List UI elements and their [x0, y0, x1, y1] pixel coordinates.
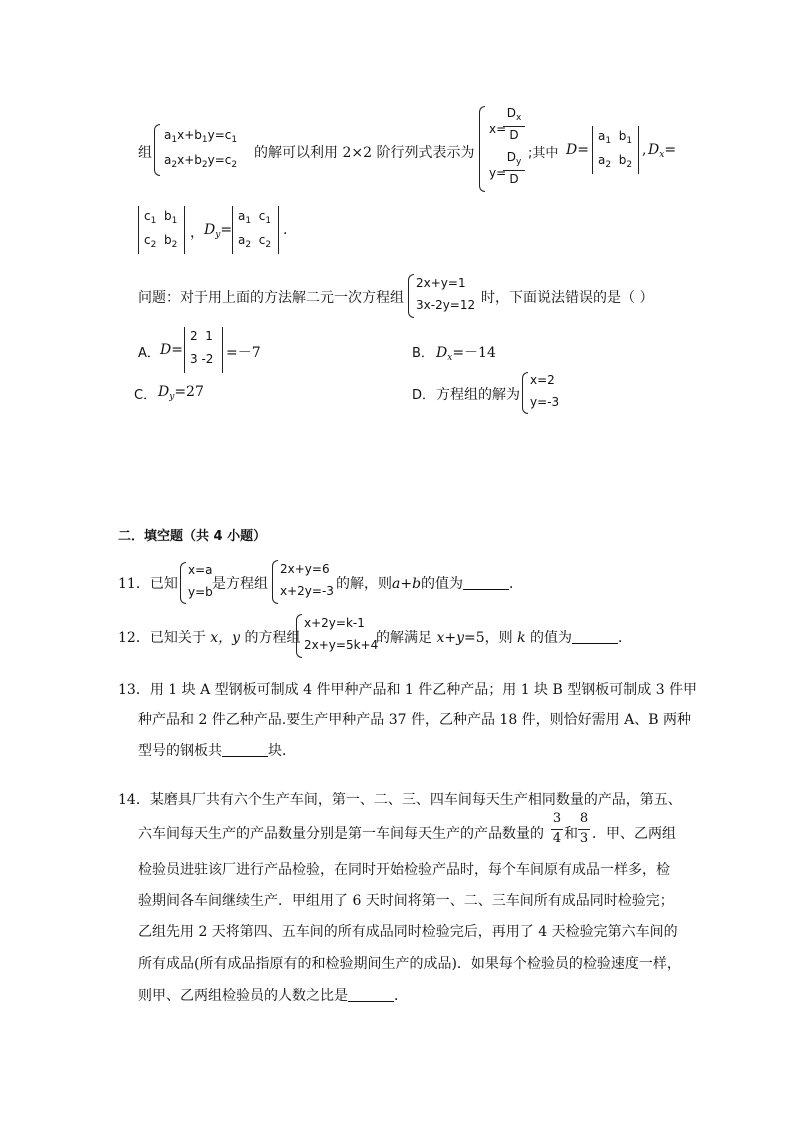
- det-bar: [592, 126, 593, 174]
- question-prefix: 问题：对于用上面的方法解二元一次方程组: [138, 290, 404, 306]
- general-eq1: $a_1x+b_1y=c_1$: [164, 128, 238, 145]
- option-A-D: D=: [160, 342, 183, 358]
- question-system: [408, 272, 488, 320]
- q14-he: 和: [564, 826, 578, 842]
- intro-comma: ,: [642, 142, 647, 158]
- q14-frac2-den: 3: [579, 831, 589, 846]
- D-row2: $a_2$ $b_2$: [598, 153, 633, 170]
- option-D-text: 方程组的解为: [436, 387, 520, 403]
- brace-icon: [154, 124, 160, 176]
- q14-line2b: ．甲、乙两组: [592, 826, 676, 842]
- option-A-matrix: [182, 325, 226, 375]
- intro-Dy-label: $D_y=$: [204, 222, 233, 240]
- q12-system: [296, 612, 382, 660]
- frac-dy-den: D: [509, 172, 519, 186]
- q14-line7: 则甲、乙两组检验员的人数之比是 ．: [138, 988, 408, 1004]
- intro-text: 的解可以利用 2×2 阶行列式表示为: [254, 145, 475, 161]
- det-bar: [184, 327, 185, 373]
- frac-dx-den: D: [509, 128, 519, 142]
- intro-period: .: [283, 222, 288, 238]
- option-B-text: $D_x=-14$: [436, 345, 496, 363]
- det-bar: [184, 206, 185, 254]
- brace-icon: [272, 560, 278, 604]
- frac-line: [503, 170, 525, 171]
- q12-suffix: 的解满足 x+y=5，则 k 的值为 ．: [376, 630, 633, 646]
- Dx-row1: $c_1$ $b_1$: [144, 209, 178, 226]
- option-D-system: [522, 370, 572, 416]
- general-eq2: $a_2x+b_2y=c_2$: [164, 153, 238, 170]
- option-C-label: C．: [134, 388, 157, 403]
- q14-frac1-line: [551, 829, 563, 830]
- option-A-value: =－7: [226, 345, 261, 361]
- q11-prefix: 11．已知: [118, 576, 178, 592]
- sol-y-label: y=: [489, 166, 507, 180]
- q14-line2a: 六车间每天生产的产品数量分别是第一车间每天生产的产品数量的: [138, 826, 544, 842]
- question-eq2: 3x-2y=12: [416, 298, 476, 312]
- q14-line1: 14．某磨具厂共有六个生产车间，第一、二、三、四车间每天生产相同数量的产品，第五、: [118, 792, 682, 808]
- det-bar: [638, 126, 639, 174]
- Dx-matrix: [136, 204, 188, 256]
- Dy-matrix: [230, 204, 282, 256]
- question-eq1: 2x+y=1: [416, 276, 466, 290]
- q11-answer-blank[interactable]: [463, 575, 509, 590]
- D-matrix: [590, 124, 642, 176]
- option-D-label: D．: [412, 388, 436, 403]
- intro-qizhong: ;其中: [528, 146, 559, 161]
- q14-line3: 检验员进驻该厂进行产品检验，在同时开始检验产品时，每个车间原有成品一样多，检: [138, 862, 670, 878]
- q11-eq2: x+2y=-3: [280, 584, 334, 598]
- option-B-label: B．: [412, 346, 434, 361]
- question-suffix: 时，下面说法错误的是（ ）: [481, 290, 654, 306]
- option-D-eq1: x=2: [530, 373, 555, 387]
- option-A-label: A．: [138, 346, 160, 361]
- intro-zu: 组: [138, 145, 152, 161]
- intro-D-label: D=: [566, 142, 589, 158]
- brace-icon: [408, 274, 414, 318]
- q12-prefix: 12．已知关于 x，y 的方程组: [118, 630, 301, 646]
- q12-answer-blank[interactable]: [572, 629, 618, 644]
- frac-dx-num: $D_x$: [506, 106, 522, 123]
- q13-line2: 种产品和 2 件乙种产品.要生产甲种产品 37 件，乙种产品 18 件，则恰好需用 A、B 两种: [138, 712, 691, 728]
- brace-icon: [180, 562, 186, 604]
- intro-Dx-label: $D_x=$: [648, 142, 677, 160]
- q14-frac1-num: 3: [552, 811, 562, 826]
- sol-x-label: x=: [489, 122, 507, 136]
- q12-eq1: x+2y=k-1: [304, 616, 365, 630]
- D-row1: $a_1$ $b_1$: [598, 129, 633, 146]
- det-bar: [232, 206, 233, 254]
- option-C-text: $D_y=27$: [158, 384, 204, 402]
- q11-eq1: 2x+y=6: [280, 562, 330, 576]
- det-bar: [222, 327, 223, 373]
- brace-icon: [296, 614, 302, 658]
- A-row2: 3 -2: [190, 352, 214, 366]
- q14-answer-blank[interactable]: [348, 987, 394, 1002]
- q14-line4: 验期间各车间继续生产．甲组用了 6 天时间将第一、二、三车间所有成品同时检验完；: [138, 893, 674, 909]
- section2-title: 二．填空题（共 4 小题）: [118, 529, 267, 544]
- frac-dy-num: $D_y$: [506, 150, 522, 167]
- q13-answer-blank[interactable]: [222, 742, 268, 757]
- Dy-row2: $a_2$ $c_2$: [238, 233, 272, 250]
- Dx-row2: $c_2$ $b_2$: [144, 233, 178, 250]
- q11-pair-y: y=b: [188, 585, 213, 599]
- q14-frac2-line: [578, 829, 590, 830]
- q11-system: [272, 558, 342, 606]
- brace-icon: [522, 372, 528, 414]
- A-row1: 2 1: [190, 329, 213, 343]
- brace-icon: [479, 106, 485, 192]
- q13-line3: 型号的钢板共 块．: [138, 743, 296, 759]
- det-bar: [278, 206, 279, 254]
- q13-line1: 13．用 1 块 A 型钢板可制成 4 件甲种产品和 1 件乙种产品；用 1 块 B 型钢板可制成 3 件甲: [118, 682, 698, 698]
- q14-line6: 所有成品(所有成品指原有的和检验期间生产的成品)．如果每个检验员的检验速度一样，: [138, 956, 681, 972]
- q11-suffix: 的解，则a+b的值为 ．: [336, 576, 524, 592]
- q14-frac1-den: 4: [552, 831, 562, 846]
- q11-mid: 是方程组: [212, 576, 268, 592]
- q12-eq2: 2x+y=5k+4: [304, 638, 379, 652]
- q11-pair-x: x=a: [188, 563, 213, 577]
- option-D-eq2: y=-3: [530, 395, 560, 409]
- Dy-row1: $a_1$ $c_1$: [238, 209, 272, 226]
- Dy-separator: ，: [190, 225, 204, 241]
- intro-general-system: [154, 122, 264, 178]
- q14-frac2-num: 8: [579, 811, 589, 826]
- q14-line5: 乙组先用 2 天将第四、五车间的所有成品同时检验完后，再用了 4 天检验完第六车间的: [138, 924, 678, 940]
- det-bar: [138, 206, 139, 254]
- frac-line: [503, 126, 525, 127]
